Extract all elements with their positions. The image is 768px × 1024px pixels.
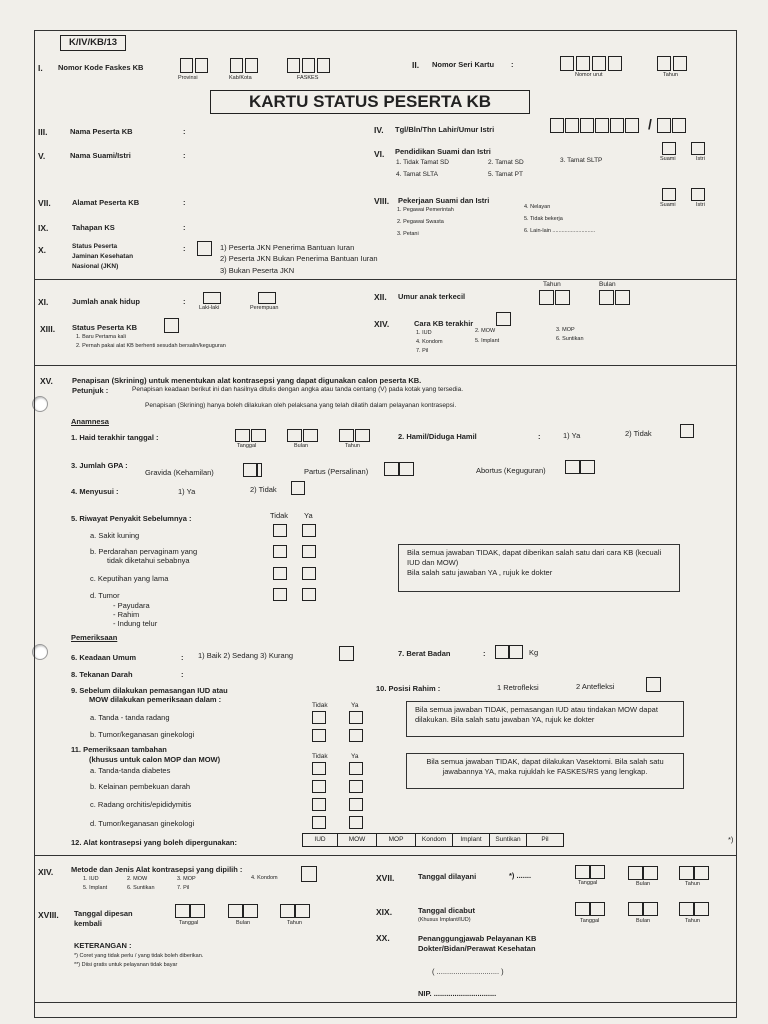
anamnesa-heading: Anamnesa <box>71 417 109 426</box>
q11a-tidak-box[interactable] <box>312 762 326 775</box>
page-title: KARTU STATUS PESERTA KB <box>210 90 530 114</box>
s13-opt: 1. Baru Pertama kali <box>76 334 126 340</box>
q7-label: 7. Berat Badan <box>398 649 451 658</box>
istri-caption: Istri <box>696 202 705 208</box>
s19-label: Tanggal dicabut <box>418 906 475 915</box>
q4-opt: 1) Ya <box>178 487 196 496</box>
dilayani-tahun-box[interactable] <box>694 866 709 880</box>
pemeriksaan-heading: Pemeriksaan <box>71 633 118 642</box>
cara-kb-box[interactable] <box>496 312 511 326</box>
colon: : <box>538 432 541 441</box>
dilayani-bulan-box[interactable] <box>643 866 658 880</box>
kembali-tanggal-box[interactable] <box>175 904 190 918</box>
bulan-caption: Bulan <box>236 920 251 926</box>
q4-label: 4. Menyusui : <box>71 487 119 496</box>
bulan-caption: Bulan <box>636 881 651 887</box>
form-code: K/IV/KB/13 <box>60 35 126 51</box>
q10-opt: 1 Retrofleksi <box>497 683 539 692</box>
s16-num: XIV. <box>38 867 54 877</box>
q8-label: 8. Tekanan Darah <box>71 670 133 679</box>
signature-line[interactable]: ( .............................. ) <box>432 967 504 976</box>
s4-label: Tgl/Bln/Thn Lahir/Umur Istri <box>395 125 495 134</box>
q11-item: c. Radang orchitis/epididymitis <box>90 800 192 809</box>
tahun-caption: Tahun <box>345 443 360 449</box>
tahun-caption: Tahun <box>663 72 678 78</box>
keterangan-item: *) Coret yang tidak perlu / yang tidak boleh diberikan. <box>74 953 204 959</box>
kembali-bulan-box[interactable] <box>228 904 243 918</box>
gravida-box[interactable] <box>243 463 257 477</box>
kembali-tahun-box[interactable] <box>280 904 295 918</box>
s11-label: Jumlah anak hidup <box>72 297 140 306</box>
s20-label: Dokter/Bidan/Perawat Kesehatan <box>418 944 536 953</box>
q6-label: 6. Keadaan Umum <box>71 653 137 662</box>
laki-laki-caption: Laki-laki <box>199 305 220 311</box>
s10-label: Jaminan Kesehatan <box>72 253 134 260</box>
q5-item: tidak diketahui sebabnya <box>107 556 190 565</box>
s5-num: V. <box>38 151 46 161</box>
s8-opt: 1. Pegawai Pemerintah <box>397 207 454 213</box>
umur-box[interactable] <box>672 118 686 133</box>
petunjuk-label: Petunjuk : <box>72 386 109 395</box>
q11c-ya-box[interactable] <box>349 798 363 811</box>
jkn-status-box[interactable] <box>197 241 212 256</box>
s6-opt: 5. Tamat PT <box>488 171 523 178</box>
s3-num: III. <box>38 127 48 137</box>
s8-opt: 3. Petani <box>397 231 419 237</box>
q11b-tidak-box[interactable] <box>312 780 326 793</box>
s6-num: VI. <box>374 149 385 159</box>
s10-opt: 1) Peserta JKN Penerima Bantuan Iuran <box>220 243 355 252</box>
q5-label: 5. Riwayat Penyakit Sebelumnya : <box>71 514 192 523</box>
bulan-caption: Bulan <box>294 443 309 449</box>
s3-label: Nama Peserta KB <box>70 127 133 136</box>
s20-label: Penanggungjawab Pelayanan KB <box>418 934 537 943</box>
s1-label: Nomor Kode Faskes KB <box>58 63 144 72</box>
berat-badan-box[interactable] <box>509 645 523 659</box>
provinsi-caption: Provinsi <box>178 75 198 81</box>
s13-label: Status Peserta KB <box>72 323 138 332</box>
s9-label: Tahapan KS <box>72 223 115 232</box>
s6-opt: 4. Tamat SLTA <box>396 171 438 178</box>
haid-tanggal-box[interactable] <box>251 429 266 442</box>
q9-label: 9. Sebelum dilakukan pemasangan IUD atau <box>71 686 228 695</box>
birthdate-box[interactable] <box>595 118 609 133</box>
q5-info-line: Bila semua jawaban TIDAK, dapat diberikan salah satu dari cara KB (kecuali IUD dan MOW) <box>407 548 662 568</box>
faskes-caption: FASKES <box>297 75 319 81</box>
tahun-box[interactable] <box>673 56 687 71</box>
haid-tanggal-box[interactable] <box>235 429 250 442</box>
s6-opt: 3. Tamat SLTP <box>560 157 603 164</box>
nomor-urut-box[interactable] <box>592 56 606 71</box>
faskes-box[interactable] <box>317 58 330 73</box>
dilayani-tanggal-box[interactable] <box>575 865 590 879</box>
colon: : <box>483 649 486 658</box>
istri-pekerjaan-box[interactable] <box>691 188 705 201</box>
colon: : <box>183 223 186 232</box>
q5-item: - Payudara <box>113 601 150 610</box>
s19-num: XIX. <box>376 907 393 917</box>
s1-num: I. <box>38 63 43 73</box>
keterangan-item: **) Diisi gratis untuk pelayanan tidak bayar <box>74 962 178 968</box>
nomor-urut-box[interactable] <box>560 56 574 71</box>
s16-opt: 2. MOW <box>127 876 148 882</box>
s16-opt: 6. Suntikan <box>127 885 155 891</box>
s14-opt: 1. IUD <box>416 330 432 336</box>
tahun-caption: Tahun <box>287 920 302 926</box>
q12-mark: *) <box>728 835 734 844</box>
s16-opt: 4. Kondom <box>251 875 278 881</box>
s16-opt: 7. Pil <box>177 885 190 891</box>
istri-pendidikan-box[interactable] <box>691 142 705 155</box>
s14-opt: 7. Pil <box>416 348 429 354</box>
s9-num: IX. <box>38 223 49 233</box>
suami-pekerjaan-box[interactable] <box>662 188 676 201</box>
q11-info-box: Bila semua jawaban TIDAK, dapat dilakukan Vasektomi. Bila salah satu jawabannya YA, maka rujuklah ke FASKES/RS yang lengkap. <box>406 753 684 789</box>
umur-box[interactable] <box>657 118 671 133</box>
istri-caption: Istri <box>696 156 705 162</box>
colon: : <box>183 297 186 306</box>
birthdate-box[interactable] <box>580 118 594 133</box>
q12-label: 12. Alat kontrasepsi yang boleh dipergunakan: <box>71 838 238 847</box>
s8-opt: 2. Pegawai Swasta <box>397 219 444 225</box>
s15-label: Penapisan (Skrining) untuk menentukan alat kontrasepsi yang dapat digunakan calon peserta KB. <box>72 376 422 385</box>
s16-opt: 1. IUD <box>83 876 99 882</box>
q5a-ya-box[interactable] <box>302 524 316 537</box>
abortus-box[interactable] <box>565 460 580 474</box>
s14-num: XIV. <box>374 319 390 329</box>
provinsi-box[interactable] <box>195 58 208 73</box>
ya-col: Ya <box>351 753 359 760</box>
q9-item: a. Tanda - tanda radang <box>90 713 170 722</box>
haid-tahun-box[interactable] <box>355 429 370 442</box>
opt-mop[interactable]: MOP <box>377 834 416 846</box>
s18-num: XVIII. <box>38 910 59 920</box>
colon: : <box>183 151 186 160</box>
keadaan-umum-box[interactable] <box>339 646 354 661</box>
q2-opt: 2) Tidak <box>625 429 652 438</box>
abortus-box[interactable] <box>580 460 595 474</box>
opt-iud[interactable]: IUD <box>303 834 338 846</box>
kabkota-box[interactable] <box>230 58 243 73</box>
q5-info-line: Bila salah satu jawaban YA , rujuk ke dokter <box>407 568 553 578</box>
perempuan-caption: Perempuan <box>250 305 279 311</box>
q9a-tidak-box[interactable] <box>312 711 326 724</box>
kembali-tahun-box[interactable] <box>295 904 310 918</box>
s8-num: VIII. <box>374 196 390 206</box>
s7-label: Alamat Peserta KB <box>72 198 140 207</box>
partus-box[interactable] <box>384 462 399 476</box>
kabkota-caption: Kab/Kota <box>229 75 252 81</box>
colon: : <box>183 244 186 253</box>
dilayani-tahun-box[interactable] <box>679 866 694 880</box>
s14-opt: 6. Suntikan <box>556 336 584 342</box>
s6-opt: 1. Tidak Tamat SD <box>396 159 449 166</box>
q5-item: b. Perdarahan pervaginam yang <box>90 547 198 556</box>
skrining-note: Penapisan (Skrining) hanya boleh dilakukan oleh pelaksana yang telah dilatih dalam pelayanan kontrasepsi. <box>145 402 457 409</box>
partus-box[interactable] <box>399 462 414 476</box>
tahun-box[interactable] <box>657 56 671 71</box>
q5d-ya-box[interactable] <box>302 588 316 601</box>
q5-item: d. Tumor <box>90 591 120 600</box>
s20-num: XX. <box>376 933 390 943</box>
opt-suntikan[interactable]: Suntikan <box>490 834 527 846</box>
q11-item: a. Tanda-tanda diabetes <box>90 766 171 775</box>
q11a-ya-box[interactable] <box>349 762 363 775</box>
q1-label: 1. Haid terakhir tanggal : <box>71 433 159 442</box>
opt-pil[interactable]: Pil <box>541 836 549 843</box>
umur-anak-tahun-box[interactable] <box>555 290 570 305</box>
s16-opt: 5. Implant <box>83 885 108 891</box>
s10-opt: 3) Bukan Peserta JKN <box>220 266 295 275</box>
s4-num: IV. <box>374 125 384 135</box>
s15-num: XV. <box>40 376 53 386</box>
q5c-tidak-box[interactable] <box>273 567 287 580</box>
s8-label: Pekerjaan Suami dan Istri <box>398 196 490 205</box>
faskes-box[interactable] <box>287 58 300 73</box>
q9-item: b. Tumor/keganasan ginekologi <box>90 730 195 739</box>
suami-caption: Suami <box>660 202 676 208</box>
q11d-ya-box[interactable] <box>349 816 363 829</box>
dicabut-tahun-box[interactable] <box>679 902 694 916</box>
kembali-tanggal-box[interactable] <box>190 904 205 918</box>
tanggal-caption: Tanggal <box>237 443 257 449</box>
umur-anak-bulan-box[interactable] <box>599 290 614 305</box>
dicabut-bulan-box[interactable] <box>643 902 658 916</box>
s13-num: XIII. <box>40 324 56 334</box>
q4-opt: 2) Tidak <box>250 485 277 494</box>
s6-opt: 2. Tamat SD <box>488 159 524 166</box>
status-peserta-box[interactable] <box>164 318 179 333</box>
kontrasepsi-options-table <box>302 833 564 847</box>
tidak-col: Tidak <box>312 753 328 760</box>
q5d-tidak-box[interactable] <box>273 588 287 601</box>
q2-label: 2. Hamil/Diduga Hamil <box>398 432 477 441</box>
s19-note: (Khusus Implant/IUD) <box>418 917 471 923</box>
umur-anak-bulan-box[interactable] <box>615 290 630 305</box>
s12-num: XII. <box>374 292 387 302</box>
birthdate-box[interactable] <box>550 118 564 133</box>
umur-anak-tahun-box[interactable] <box>539 290 554 305</box>
s11-num: XI. <box>38 297 49 307</box>
s6-label: Pendidikan Suami dan Istri <box>395 147 491 156</box>
q5-item: c. Keputihan yang lama <box>90 574 169 583</box>
q5c-ya-box[interactable] <box>302 567 316 580</box>
q3-label: 3. Jumlah GPA : <box>71 461 128 470</box>
nomor-urut-box[interactable] <box>576 56 590 71</box>
suami-caption: Suami <box>660 156 676 162</box>
menyusui-box[interactable] <box>291 481 305 495</box>
s17-mark: *) ....... <box>509 871 532 880</box>
nomor-urut-caption: Nomor urut <box>575 72 603 78</box>
s14-opt: 3. MOP <box>556 327 575 333</box>
suami-pendidikan-box[interactable] <box>662 142 676 155</box>
slash: / <box>648 116 652 132</box>
dilayani-bulan-box[interactable] <box>628 866 643 880</box>
colon: : <box>181 653 184 662</box>
gravida-box[interactable] <box>257 463 262 477</box>
s14-opt: 5. Implant <box>475 338 500 344</box>
q5-item: - Rahim <box>113 610 140 619</box>
tidak-col: Tidak <box>312 702 328 709</box>
bulan-caption: Bulan <box>636 918 651 924</box>
dicabut-bulan-box[interactable] <box>628 902 643 916</box>
kabkota-box[interactable] <box>245 58 258 73</box>
birthdate-box[interactable] <box>565 118 579 133</box>
ya-col: Ya <box>304 511 313 520</box>
q6-opts: 1) Baik 2) Sedang 3) Kurang <box>198 651 294 660</box>
metode-box[interactable] <box>301 866 317 882</box>
kembali-bulan-box[interactable] <box>243 904 258 918</box>
opt-kondom[interactable]: Kondom <box>416 834 453 846</box>
s14-label: Cara KB terakhir <box>414 319 474 328</box>
haid-tahun-box[interactable] <box>339 429 354 442</box>
q10-opt: 2 Antefleksi <box>576 682 615 691</box>
q5b-tidak-box[interactable] <box>273 545 287 558</box>
opt-implant[interactable]: Implant <box>453 834 490 846</box>
tahun-caption: Tahun <box>685 918 700 924</box>
q11b-ya-box[interactable] <box>349 780 363 793</box>
q11-label: (khusus untuk calon MOP dan MOW) <box>89 755 221 764</box>
haid-bulan-box[interactable] <box>287 429 302 442</box>
keterangan-label: KETERANGAN : <box>74 941 132 950</box>
q10-label: 10. Posisi Rahim : <box>376 684 441 693</box>
q11c-tidak-box[interactable] <box>312 798 326 811</box>
s8-opt: 6. Lain-lain ............................ <box>524 228 596 234</box>
birthdate-box[interactable] <box>625 118 639 133</box>
perempuan-box[interactable] <box>258 292 276 304</box>
dicabut-tanggal-box[interactable] <box>575 902 590 916</box>
tanggal-caption: Tanggal <box>578 880 598 886</box>
partus-label: Partus (Persalinan) <box>304 467 369 476</box>
ya-col: Ya <box>351 702 359 709</box>
q5-info-box <box>398 544 680 592</box>
s18-label: Tanggal dipesan <box>74 909 133 918</box>
faskes-box[interactable] <box>302 58 315 73</box>
q5b-ya-box[interactable] <box>302 545 316 558</box>
s12-label: Umur anak terkecil <box>398 292 466 301</box>
s14-opt: 4. Kondom <box>416 339 443 345</box>
q5-item: a. Sakit kuning <box>90 531 140 540</box>
q5-item: - Indung telur <box>113 619 158 628</box>
s2-label: Nomor Seri Kartu <box>432 60 495 69</box>
dilayani-tanggal-box[interactable] <box>590 865 605 879</box>
s8-opt: 4. Nelayan <box>524 204 551 210</box>
gravida-label: Gravida (Kehamilan) <box>145 468 214 477</box>
laki-laki-box[interactable] <box>203 292 221 304</box>
q11-item: d. Tumor/keganasan ginekologi <box>90 819 195 828</box>
provinsi-box[interactable] <box>180 58 193 73</box>
s2-num: II. <box>412 60 420 70</box>
q11d-tidak-box[interactable] <box>312 816 326 829</box>
bulan-caption: Bulan <box>599 281 616 288</box>
s8-opt: 5. Tidak bekerja <box>524 216 563 222</box>
s2-colon: : <box>511 60 514 69</box>
s5-label: Nama Suami/Istri <box>70 151 131 160</box>
colon: : <box>183 127 186 136</box>
tanggal-caption: Tanggal <box>580 918 600 924</box>
s17-num: XVII. <box>376 873 395 883</box>
colon: : <box>181 670 184 679</box>
haid-bulan-box[interactable] <box>303 429 318 442</box>
s13-opt: 2. Pernah pakai alat KB berhenti sesudah bersalin/keguguran <box>76 343 226 349</box>
divider <box>34 855 737 856</box>
q11-label: 11. Pemeriksaan tambahan <box>71 745 167 754</box>
q9-info-box: Bila semua jawaban TIDAK, pemasangan IUD atau tindakan MOW dapat dilakukan. Bila salah satu jawaban YA, rujuk ke dokter <box>406 701 684 737</box>
tanggal-caption: Tanggal <box>179 920 199 926</box>
tahun-caption: Tahun <box>543 281 561 288</box>
q9-label: MOW dilakukan pemeriksaan dalam : <box>89 695 222 704</box>
opt-mow[interactable]: MOW <box>338 834 377 846</box>
s10-label: Nasional (JKN) <box>72 263 119 270</box>
s10-label: Status Peserta <box>72 243 118 250</box>
berat-badan-box[interactable] <box>495 645 509 659</box>
kg-unit: Kg <box>529 648 539 657</box>
abortus-label: Abortus (Keguguran) <box>476 466 546 475</box>
dicabut-tahun-box[interactable] <box>694 902 709 916</box>
s16-opt: 3. MOP <box>177 876 196 882</box>
s10-num: X. <box>38 245 47 255</box>
divider <box>34 279 737 280</box>
divider <box>34 1002 737 1003</box>
colon: : <box>183 198 186 207</box>
petunjuk-text: Penapisan keadaan berikut ini dan hasilnya ditulis dengan angka atau tanda centang (V) pada kotak yang tersedia. <box>132 386 464 393</box>
q9b-ya-box[interactable] <box>349 729 363 742</box>
posisi-rahim-box[interactable] <box>646 677 661 692</box>
q9b-tidak-box[interactable] <box>312 729 326 742</box>
q9a-ya-box[interactable] <box>349 711 363 724</box>
s18-label: kembali <box>74 919 102 928</box>
s10-opt: 2) Peserta JKN Bukan Penerima Bantuan Iuran <box>220 254 378 263</box>
tidak-col: Tidak <box>270 511 289 520</box>
nomor-urut-box[interactable] <box>608 56 622 71</box>
nip-line[interactable]: NIP. .............................. <box>418 989 497 998</box>
birthdate-box[interactable] <box>610 118 624 133</box>
tahun-caption: Tahun <box>685 881 700 887</box>
s17-label: Tanggal dilayani <box>418 872 477 881</box>
divider <box>34 365 737 366</box>
s16-label: Metode dan Jenis Alat kontrasepsi yang dipilih : <box>71 865 243 874</box>
s7-num: VII. <box>38 198 51 208</box>
q2-opt: 1) Ya <box>563 431 581 440</box>
q11-item: b. Kelainan pembekuan darah <box>90 782 191 791</box>
s14-opt: 2. MOW <box>475 328 496 334</box>
q5a-tidak-box[interactable] <box>273 524 287 537</box>
hamil-box[interactable] <box>680 424 694 438</box>
dicabut-tanggal-box[interactable] <box>590 902 605 916</box>
